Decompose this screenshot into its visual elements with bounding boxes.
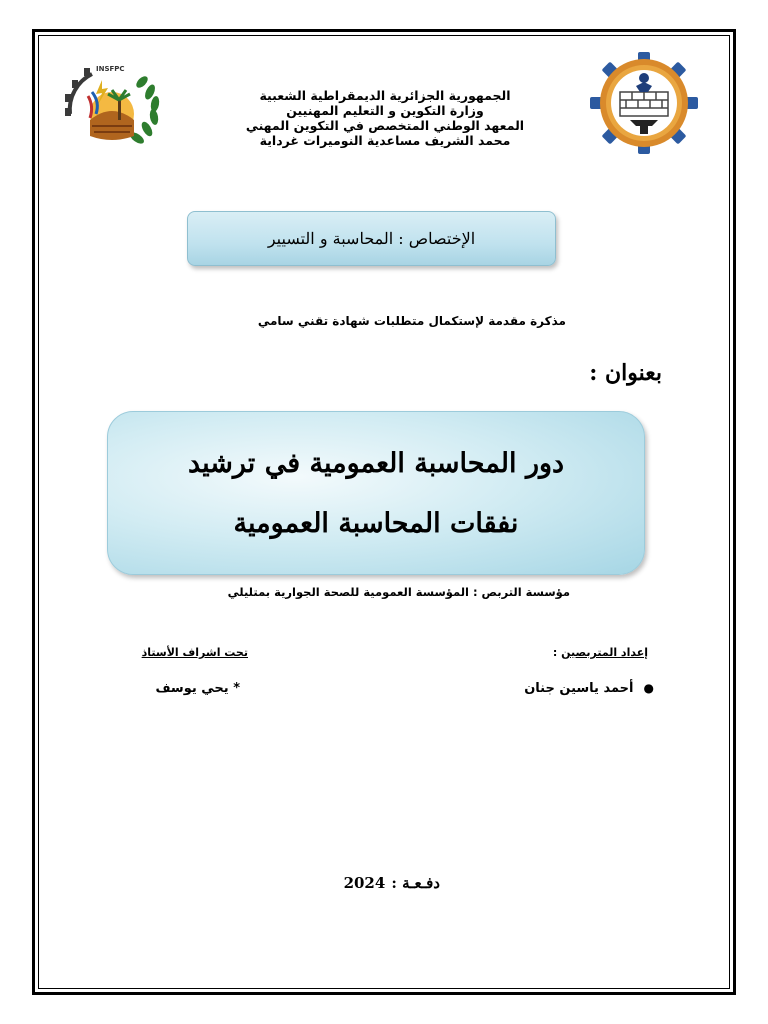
prepared-by-label-text: إعداد المتربصين: [561, 646, 648, 659]
svg-text:INSFPC: INSFPC: [96, 65, 125, 73]
header-institution-lines: [200, 88, 570, 148]
thesis-title-line1: دور المحاسبة العمومية في ترشيد: [187, 448, 565, 479]
supervisor-name: * يحي يوسف: [155, 681, 240, 696]
specialization-text: الإختصاص : المحاسبة و التسيير: [267, 229, 476, 248]
header-line-institute: المعهد الوطني المتخصص في التكوين المهني: [245, 118, 525, 133]
thesis-title-box: [107, 411, 645, 575]
prepared-by-colon: :: [552, 646, 562, 659]
memo-description: مذكرة مقدمة لإستكمال متطلبات شهادة تقني سامي: [257, 314, 566, 328]
institute-logo: [62, 62, 162, 152]
header-line-republic: الجمهورية الجزائرية الديمقراطية الشعبية: [259, 88, 511, 103]
batch-year: 2024: [343, 874, 386, 892]
thesis-title-line2: نفقات المحاسبة العمومية: [233, 508, 519, 539]
title-label: بعنوان :: [589, 360, 662, 386]
student-name: أحمد ياسين جنان: [524, 681, 634, 696]
specialization-box: [187, 211, 556, 266]
supervision-label: تحت اشراف الأستاذ: [141, 646, 248, 659]
header-line-ministry: وزارة التكوين و التعليم المهنيين: [286, 103, 484, 118]
header-line-institute-name: محمد الشريف مساعدية النوميرات غرداية: [259, 133, 511, 148]
bullet-icon: ●: [643, 681, 654, 695]
batch-label: دفـعـة :: [391, 874, 440, 892]
ministry-logo: [590, 52, 698, 154]
batch-line: [300, 874, 440, 892]
prepared-by-label: [470, 646, 648, 659]
student-entry: [470, 681, 654, 696]
internship-institution: مؤسسة التربص : المؤسسة العمومية للصحة الجوارية بمتليلي: [227, 585, 570, 599]
